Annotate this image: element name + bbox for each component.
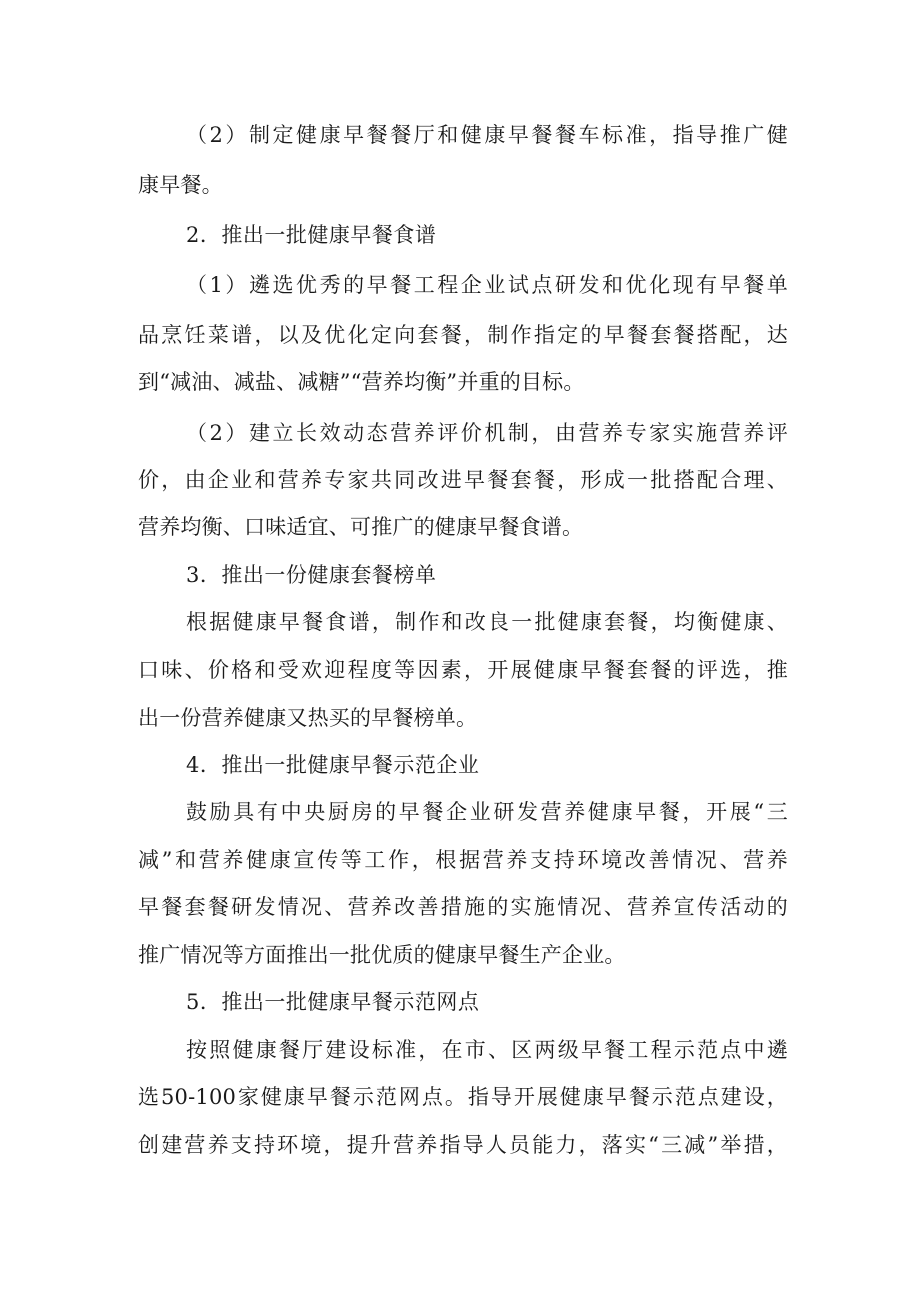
paragraph-line: （2）制定健康早餐餐厅和健康早餐餐车标准，指导推广健 [186,123,788,147]
paragraph-line: （1）遴选优秀的早餐工程企业试点研发和优化现有早餐单 [186,273,788,297]
paragraph-line: 推广情况等方面推出一批优质的健康早餐生产企业。 [138,943,626,967]
paragraph-line: 口味、价格和受欢迎程度等因素，开展健康早餐套餐的评选，推 [138,658,788,682]
paragraph-line: 选50-100家健康早餐示范网点。指导开展健康早餐示范点建设， [138,1085,788,1109]
section-heading: 2．推出一批健康早餐食谱 [186,223,437,247]
paragraph-line: 鼓励具有中央厨房的早餐企业研发营养健康早餐，开展“三 [186,800,788,824]
paragraph-line: 根据健康早餐食谱，制作和改良一批健康套餐，均衡健康、 [186,610,788,634]
paragraph-line: 按照健康餐厅建设标准，在市、区两级早餐工程示范点中遴 [186,1038,788,1062]
paragraph-line: 营养均衡、口味适宜、可推广的健康早餐食谱。 [138,515,584,539]
paragraph-line: 价，由企业和营养专家共同改进早餐套餐，形成一批搭配合理、 [138,468,788,492]
paragraph-line: 早餐套餐研发情况、营养改善措施的实施情况、营养宣传活动的 [138,895,788,919]
paragraph-line: （2）建立长效动态营养评价机制，由营养专家实施营养评 [186,421,788,445]
section-heading: 5．推出一批健康早餐示范网点 [186,990,480,1014]
paragraph-line: 品烹饪菜谱，以及优化定向套餐，制作指定的早餐套餐搭配，达 [138,323,788,347]
section-heading: 4．推出一批健康早餐示范企业 [186,753,480,777]
paragraph-line: 创建营养支持环境，提升营养指导人员能力，落实“三减”举措， [138,1133,788,1157]
section-heading: 3．推出一份健康套餐榜单 [186,563,437,587]
paragraph-line: 到“减油、减盐、减糖”“营养均衡”并重的目标。 [138,370,585,394]
paragraph-line: 康早餐。 [138,173,223,197]
paragraph-line: 减”和营养健康宣传等工作，根据营养支持环境改善情况、营养 [138,848,788,872]
paragraph-line: 出一份营养健康又热买的早餐榜单。 [138,706,478,730]
